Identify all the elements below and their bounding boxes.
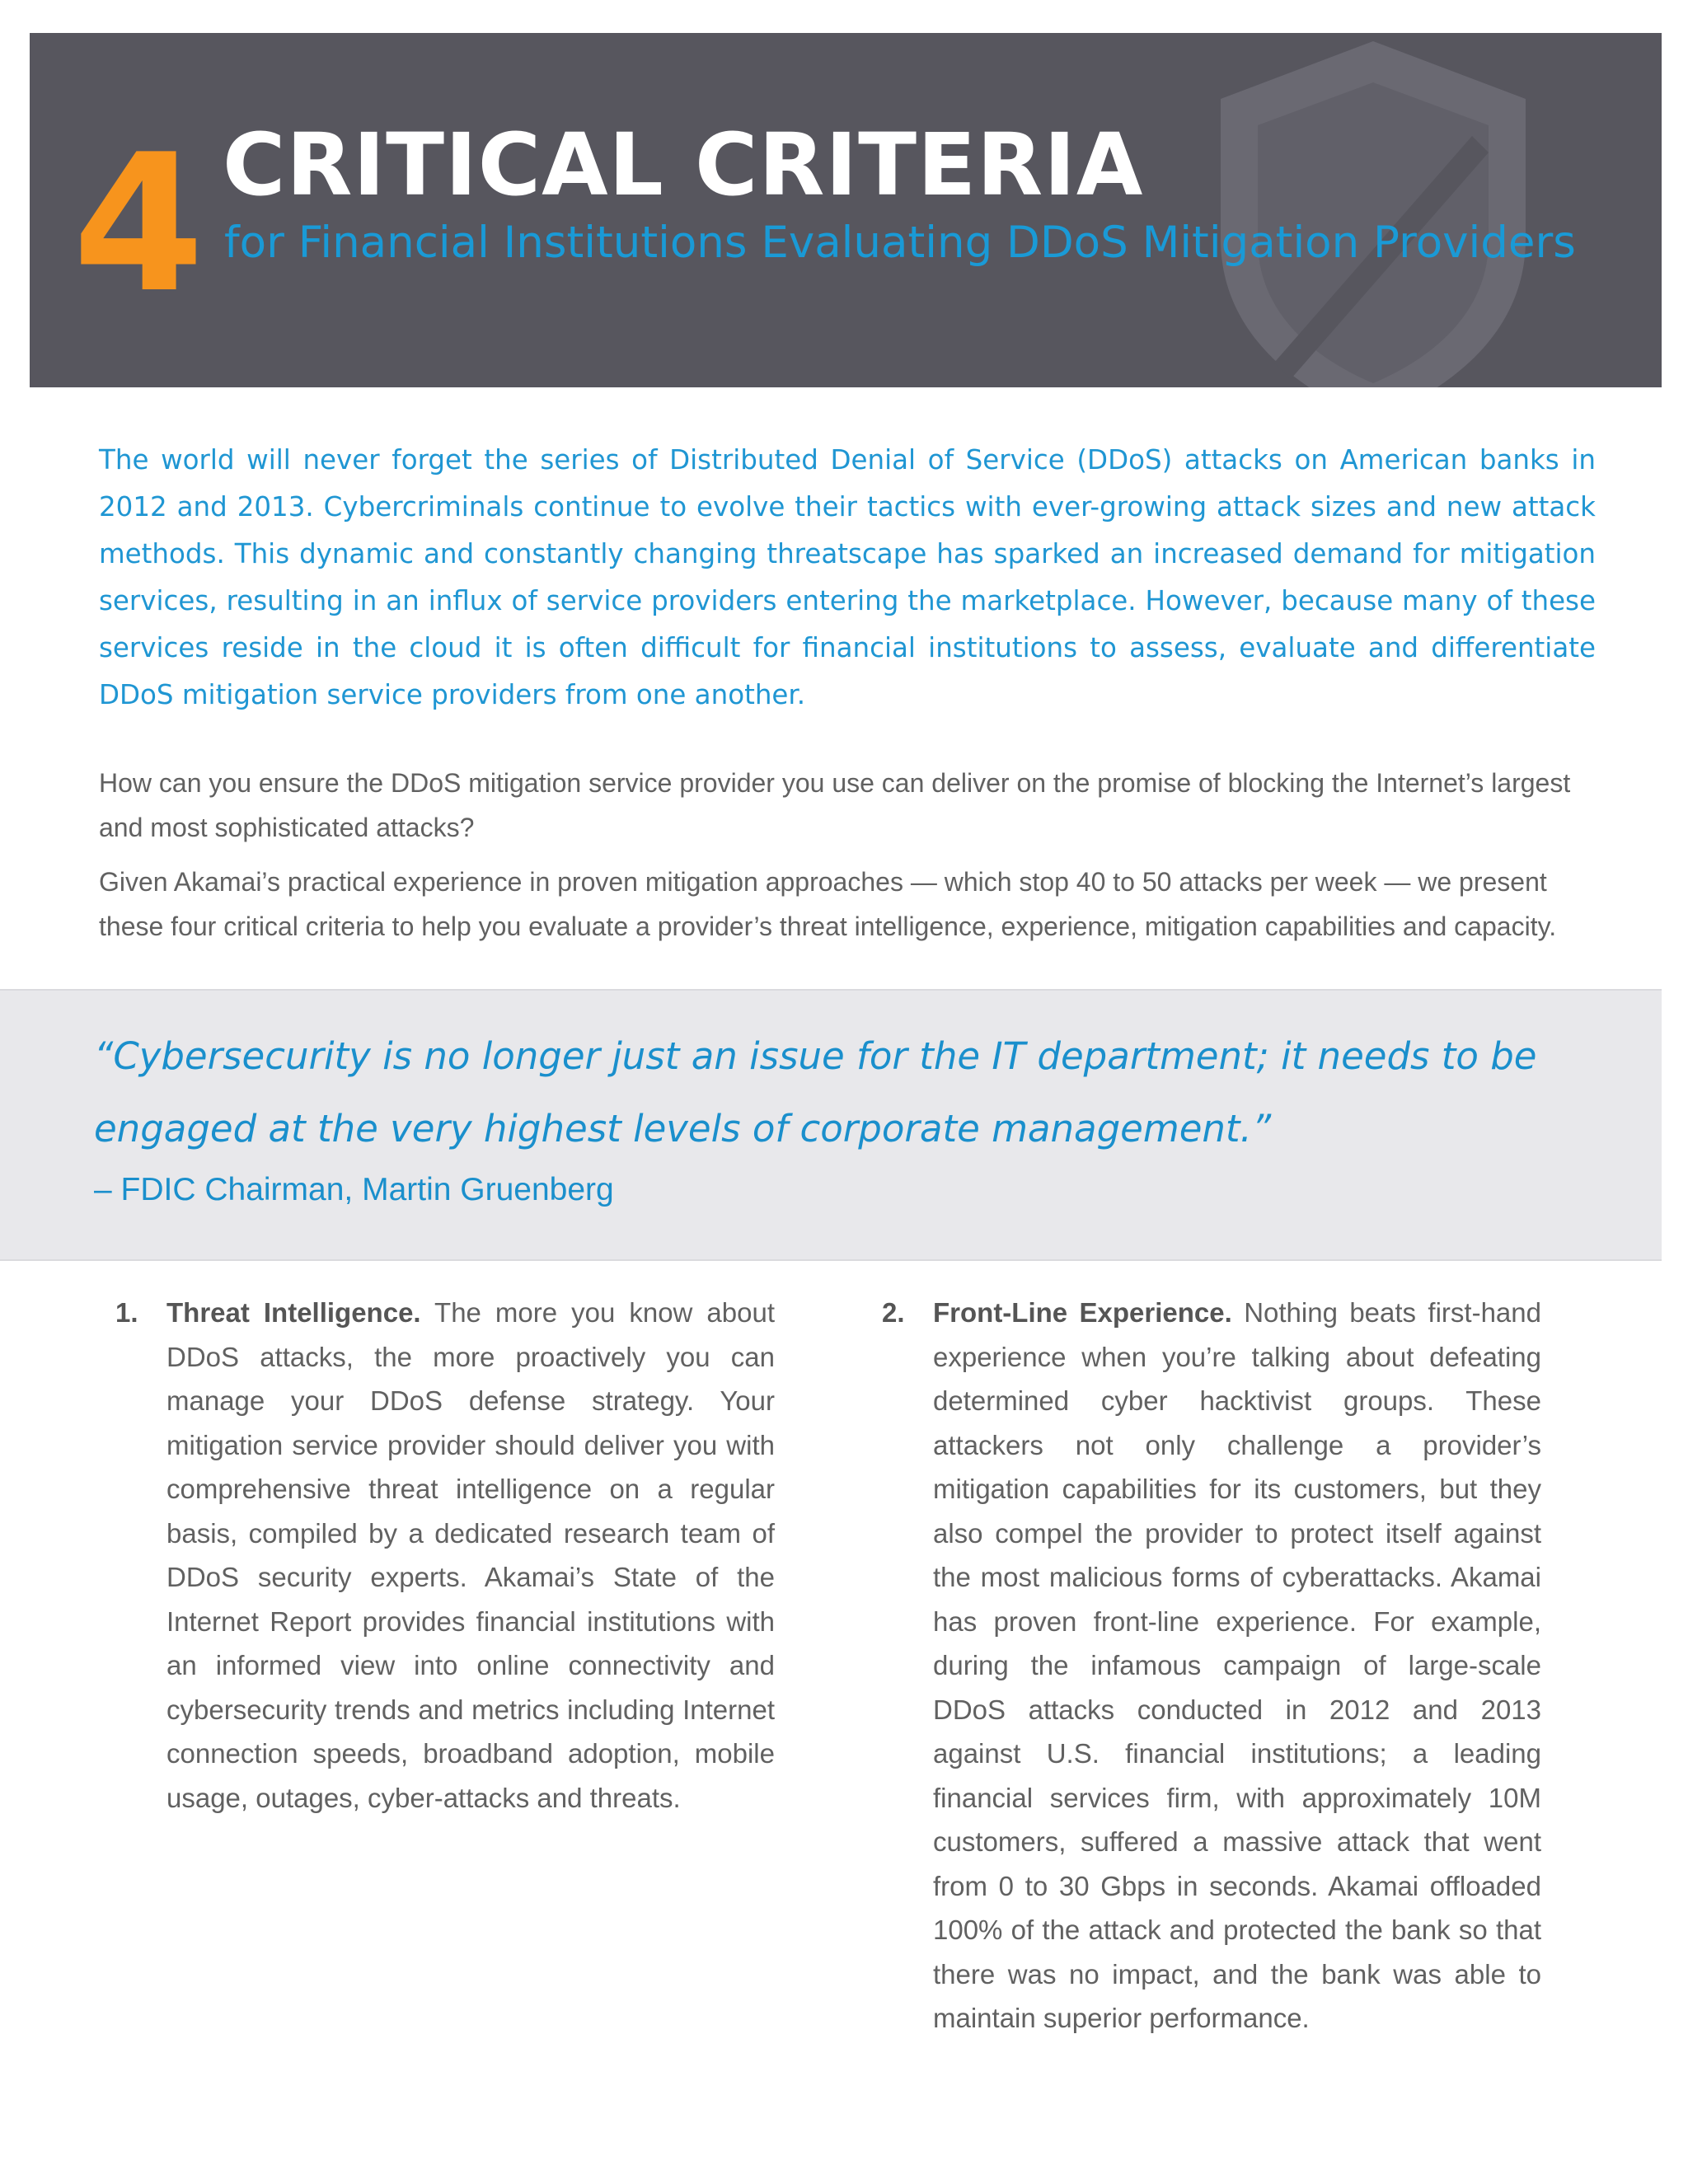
criteria-text: [933, 1291, 1541, 2041]
intro-paragraph: The world will never forget the series of Distributed Denial of Service (DDoS) attacks on American banks in 2012 and 2013. Cybercriminals continue to evolve their tactics with ever-growing attack sizes and new attack methods. This dynamic and constantly changing threatscape has sparked an increased demand for mitigation services, resulting in an influx of service providers entering the marketplace. However, because many of these services reside in the cloud it is often difficult for financial institutions to assess, evaluate and differentiate DDoS mitigation service providers from one another.: [99, 444, 1596, 710]
page-title: CRITICAL CRITERIA: [223, 115, 1144, 215]
pull-quote: “Cybersecurity is no longer just an issue for the IT department; it needs to be engaged at the very highest levels of corporate management.”: [94, 1034, 1537, 1151]
criteria-number: 2.: [882, 1297, 905, 1328]
shield-icon: [1200, 33, 1546, 387]
criteria-number: 1.: [115, 1297, 138, 1328]
criteria-text: [166, 1291, 775, 1820]
criteria-title: Front-Line Experience.: [933, 1297, 1232, 1328]
page-subtitle: for Financial Institutions Evaluating DDoS Mitigation Providers: [224, 218, 1576, 268]
criteria-body: Nothing beats first-hand experience when you’re talking about defeating determined cyber hacktivist groups. These attackers not only challenge a provider’s mitigation capabilities for its customers, but they also compel the provider to protect itself against the most malicious forms of cyberattacks. Akamai has proven front-line experience. For example, during the infamous campaign of large-scale DDoS attacks conducted in 2012 and 2013 against U.S. financial institutions; a leading financial services firm, with approximately 10M customers, suffered a massive attack that went from 0 to 30 Gbps in seconds. Akamai offloaded 100% of the attack and protected the bank so that there was no impact, and the bank was able to maintain superior performance.: [933, 1297, 1541, 2033]
question-paragraph: How can you ensure the DDoS mitigation service provider you use can deliver on the promise of blocking the Internet’s largest and most sophisticated attacks?: [99, 768, 1571, 842]
criteria-body: The more you know about DDoS attacks, the more proactively you can manage your DDoS defense strategy. Your mitigation service provider should deliver you with comprehensive threat intelligence on a regular basis, compiled by a dedicated research team of DDoS security experts. Akamai’s State of the Internet Report provides financial institutions with an informed view into online connectivity and cybersecurity trends and metrics including Internet connection speeds, broadband adoption, mobile usage, outages, cyber-attacks and threats.: [166, 1297, 775, 1813]
criteria-title: Threat Intelligence.: [166, 1297, 421, 1328]
criteria-item-threat-intelligence: [115, 1291, 775, 1820]
criteria-item-front-line-experience: [882, 1291, 1541, 2041]
quote-attribution: – FDIC Chairman, Martin Gruenberg: [94, 1172, 614, 1207]
header-banner: [30, 33, 1662, 387]
answer-paragraph: Given Akamai’s practical experience in proven mitigation approaches — which stop 40 to 50 attacks per week — we present these four critical criteria to help you evaluate a provider’s threat intelligence, experience, mitigation capabilities and capacity.: [99, 867, 1557, 941]
criteria-count: 4: [73, 115, 205, 335]
